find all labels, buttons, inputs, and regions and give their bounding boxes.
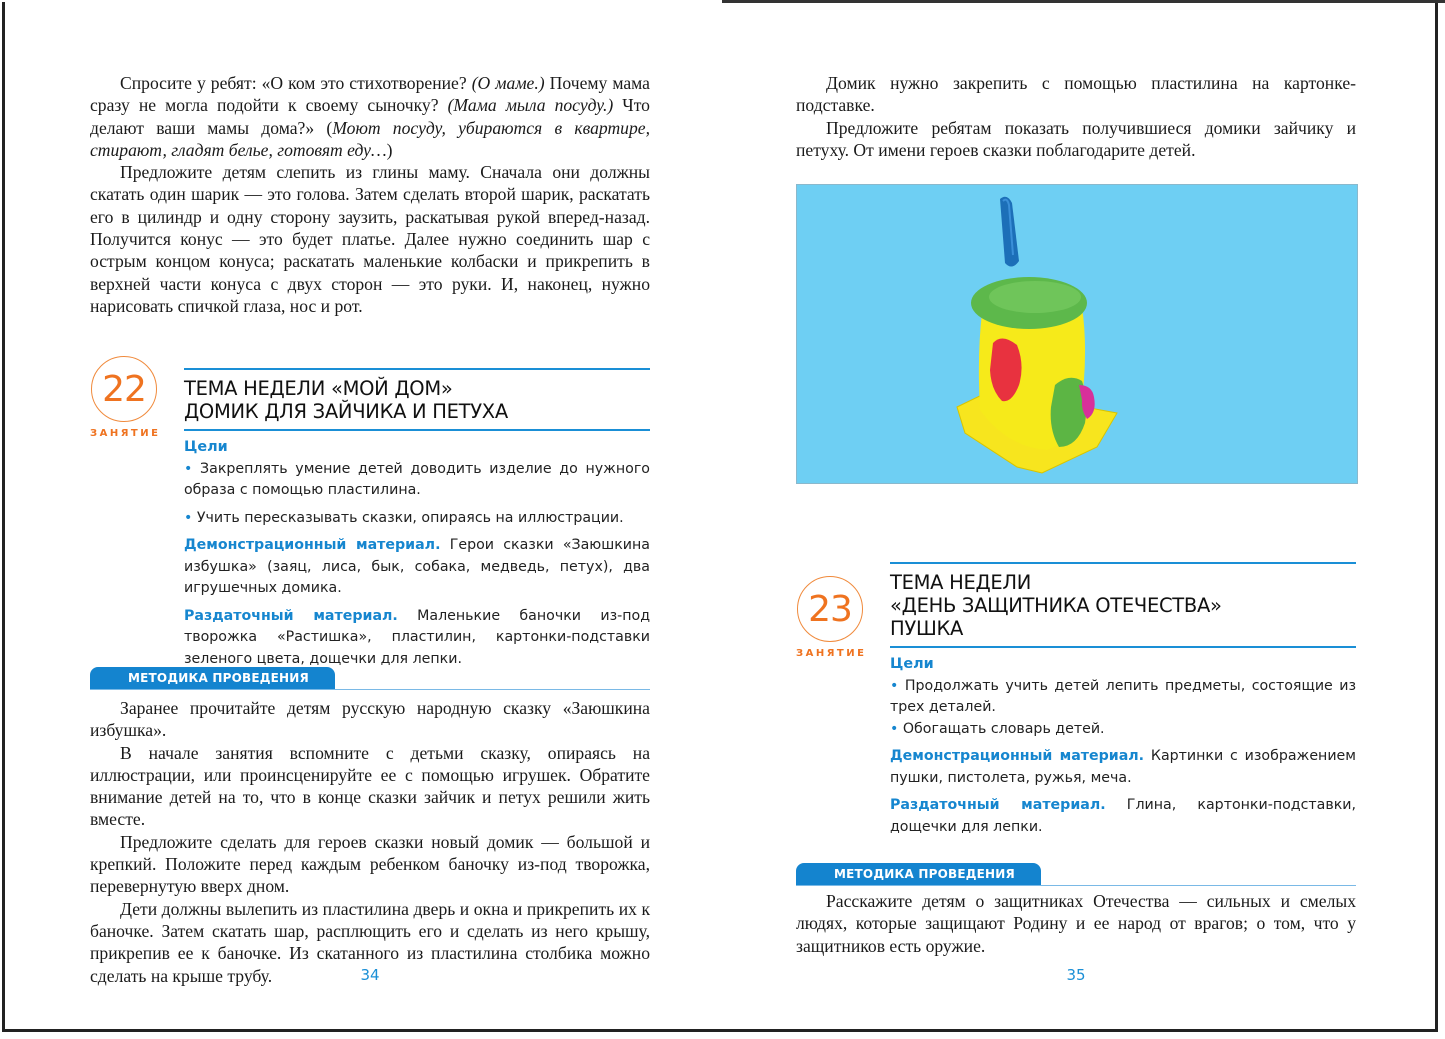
method-paragraph: Расскажите детям о защитниках Отечества — сильных и смелых людях, которые защищают Родину и ее народ от врагов; о том, что у защитников есть оружие. <box>796 891 1356 956</box>
method-paragraph: Заранее прочитайте детям русскую народную сказку «Заюшкина избушка». <box>90 698 650 741</box>
house-illustration <box>797 185 1358 484</box>
header-bottom-rule <box>890 646 1356 648</box>
handout-material: Раздаточный материал. Маленькие баночки из-под творожка «Растишка», пластилин, картонки-подставки зеленого цвета, дощечки для лепки. <box>184 607 651 667</box>
left-page <box>90 0 650 1039</box>
intro-paragraph: Домик нужно закрепить с помощью пластилина на картонке-подставке. <box>796 73 1356 116</box>
left-intro <box>90 72 650 317</box>
lesson-header <box>890 562 1356 838</box>
lesson-number-label: ЗАНЯТИЕ <box>796 648 867 659</box>
handout-material: Раздаточный материал. Глина, картонки-подставки, дощечки для лепки. <box>890 797 1357 835</box>
lesson-meta <box>890 654 1356 838</box>
lesson-theme-name: «ДЕНЬ ЗАЩИТНИКА ОТЕЧЕСТВА» <box>890 594 1222 617</box>
plasticine-house-photo <box>796 184 1358 484</box>
lesson-title <box>890 564 1356 646</box>
method-paragraph: Дети должны вылепить из пластилина дверь и окна и прикрепить их к баночке. Затем скатать шар, расплющить его и сделать из него крышу, прикрепив ее к баночке. Из скатанного из пластилина столбика можно сделать на крыше трубу. <box>90 898 650 986</box>
method-tab: МЕТОДИКА ПРОВЕДЕНИЯ <box>90 667 335 689</box>
lesson-badge <box>90 356 161 439</box>
goal-item: • Учить пересказывать сказки, опираясь на иллюстрации. <box>184 509 624 526</box>
method-paragraph: В начале занятия вспомните с детьми сказку, опираясь на иллюстрации, или проинсценируйте ее с помощью игрушек. Обратите внимание детей на то, что в конце сказки зайчик и петух решили жить вместе. <box>90 742 650 830</box>
intro-paragraph-1: Спросите у ребят: «О ком это стихотворение? (О маме.) Почему мама сразу не могла подойти к своему сыночку? (Мама мыла посуду.) Что делают ваши мамы дома?» (Моют посуду, убираются в квартире, стирают, гладят белье, готовят еду…) <box>90 73 650 160</box>
goals-heading: Цели <box>890 656 934 672</box>
header-bottom-rule <box>184 429 650 431</box>
page-number: 34 <box>360 966 380 984</box>
lesson-header <box>184 368 650 670</box>
lesson-badge <box>796 576 867 659</box>
left-method-text <box>90 697 650 987</box>
right-intro <box>796 72 1356 161</box>
intro-paragraph: Предложите ребятам показать получившиеся домики зайчику и петуху. От имени героев сказки поблагодарите детей. <box>796 117 1356 160</box>
demo-material: Демонстрационный материал. Герои сказки «Заюшкина избушка» (заяц, лиса, бык, собака, медведь, петух), два игрушечных домика. <box>184 537 650 596</box>
goals-heading: Цели <box>184 439 228 455</box>
lesson-meta <box>184 437 650 670</box>
lesson-subject: ПУШКА <box>890 617 964 640</box>
method-paragraph: Предложите сделать для героев сказки новый домик — большой и крепкий. Положите перед каждым ребенком баночку из-под творожка, перевернутую вверх дном. <box>90 831 650 897</box>
lesson-number-label: ЗАНЯТИЕ <box>90 428 161 439</box>
right-method-text <box>796 890 1356 957</box>
page-number: 35 <box>1066 966 1086 984</box>
lesson-title <box>184 370 650 429</box>
right-page <box>796 0 1356 1039</box>
goal-item: • Обогащать словарь детей. <box>890 720 1105 737</box>
method-tab: МЕТОДИКА ПРОВЕДЕНИЯ <box>796 863 1041 885</box>
demo-material: Демонстрационный материал. Картинки с изображением пушки, пистолета, ружья, меча. <box>890 748 1356 786</box>
lesson-number: 22 <box>91 356 157 422</box>
lesson-subject: ДОМИК ДЛЯ ЗАЙЧИКА И ПЕТУХА <box>184 400 508 423</box>
lesson-theme: ТЕМА НЕДЕЛИ <box>890 571 1032 594</box>
method-section-header <box>796 863 1356 886</box>
intro-paragraph-2: Предложите детям слепить из глины маму. Сначала они должны скатать один шарик — это голова. Затем сделать второй шарик, раскатать его в цилиндр и одну сторону заузить, раскатывая рукой вперед-назад. Получится конус — это будет платье. Далее нужно соединить шар с острым концом конуса; раскатать маленькие колбаски и прикрепить в верхней части конуса с двух сторон — это руки. И, наконец, нужно нарисовать спичкой глаза, нос и рот. <box>90 162 650 316</box>
lesson-theme: ТЕМА НЕДЕЛИ «МОЙ ДОМ» <box>184 377 453 400</box>
goal-item: • Продолжать учить детей лепить предметы, состоящие из трех деталей. <box>890 677 1356 715</box>
method-section-header <box>90 667 650 690</box>
goal-item: • Закреплять умение детей доводить изделие до нужного образа с помощью пластилина. <box>184 460 650 498</box>
lesson-number: 23 <box>797 576 863 642</box>
